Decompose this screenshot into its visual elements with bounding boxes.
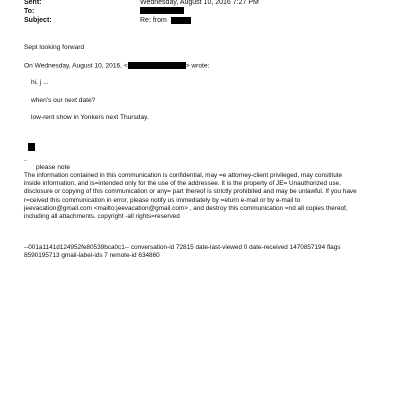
quote-intro [24, 62, 209, 71]
subject-redaction [171, 17, 191, 24]
quoted-line: low-rent show in Yonkers next Thursday. [31, 114, 149, 121]
metadata-line: 8590195713 gmail-label-ids 7 remote-id 634860 [24, 252, 160, 260]
ellipsis: .. [24, 157, 28, 163]
metadata-line: --001a1141d124952fe80539bca0c1-- conversation-id 72815 date-last-viewed 0 date-received 1470857194 flags [24, 244, 341, 251]
sent-label: Sent: [24, 0, 42, 6]
disclaimer-line: including all attachments. copyright -all rights=reserved [24, 213, 180, 221]
message-metadata [24, 244, 384, 260]
reply-text: Sept looking forward [24, 44, 85, 51]
please-note: please note [36, 164, 71, 171]
sender-redaction [128, 62, 186, 69]
to-redaction [140, 7, 184, 14]
quote-intro-prefix: On Wednesday, August 10, 2016, < [24, 62, 128, 70]
disclaimer-line: disclosure or copying of this communication or any= part thereof is strictly prohibited and may be unlawful. If you have [24, 188, 357, 196]
subject-text: Re: from [140, 17, 167, 24]
disclaimer-line: jeevacation@gmail.com <mailto:jeevacation@gmail.com> , and destroy this communication =nd all copies thereof, [24, 204, 348, 212]
disclaimer-line: r=ceived this communication in error, please notify us immediately by =eturn e-mail or by e-mail to [24, 196, 301, 204]
sent-value: Wednesday, August 10, 2016 7:27 PM [140, 0, 259, 6]
subject-label: Subject: [24, 17, 52, 24]
signature-redaction [28, 143, 35, 151]
disclaimer [24, 172, 384, 221]
to-label: To: [24, 8, 35, 15]
subject-value [140, 16, 191, 25]
disclaimer-line: inside information, and is=intended only for the use of the addressee. It is the property of JE= Unauthorized use, [24, 180, 341, 188]
quoted-line: when's our next date? [31, 97, 96, 104]
disclaimer-line: The information contained in this communication is confidential, may =e attorney-client privileged, may constitute [24, 172, 343, 179]
quoted-line: hi, j ... [31, 79, 49, 86]
quote-intro-suffix: > wrote: [185, 62, 210, 70]
